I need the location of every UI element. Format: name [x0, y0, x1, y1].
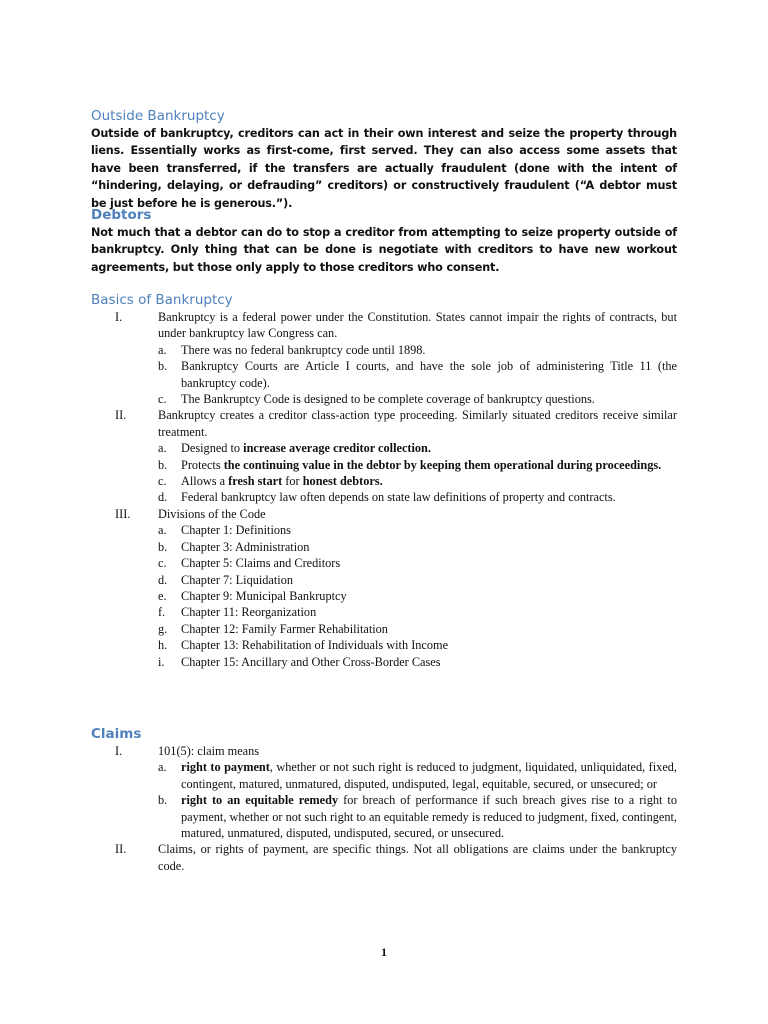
- list-item-text: Bankruptcy Courts are Article I courts, and have the sole job of administering Title 11 (the bankruptcy code).: [181, 359, 677, 390]
- chapter-list: [0, 522, 768, 670]
- list-item: [0, 654, 768, 670]
- list-item: [0, 309, 768, 342]
- list-item-text: Chapter 15: Ancillary and Other Cross-Border Cases: [181, 654, 441, 669]
- list-item: [0, 555, 768, 571]
- list-item: [0, 604, 768, 620]
- heading-basics-of-bankruptcy: Basics of Bankruptcy: [91, 292, 233, 308]
- list-letter: a.: [158, 760, 167, 775]
- list-item: [0, 342, 768, 358]
- list-letter: a.: [158, 441, 167, 456]
- claims-list: [0, 743, 768, 874]
- list-item-text: Chapter 9: Municipal Bankruptcy: [181, 588, 347, 603]
- list-item-text: right to an equitable remedy for breach of performance if such breach gives rise to a right to payment, whether or not such right to an equitable remedy is reduced to judgment, fixed, contingent, matured, unmatured, disputed, undisputed, secured, or unsecured.: [181, 793, 677, 841]
- list-item: [0, 759, 768, 792]
- paragraph-outside-bankruptcy: Outside of bankruptcy, creditors can act in their own interest and seize the property through liens. Essentially works as first-come, first served. They can also access some assets that have been transferred, if the transfers are actually fraudulent (done with the intent of “hindering, delaying, or defrauding” creditors) or constructively fraudulent (“A debtor must be just before he is generous.”).: [91, 127, 677, 210]
- list-item-text: Designed to increase average creditor collection.: [181, 441, 431, 456]
- list-item: [0, 588, 768, 604]
- list-item-text: Protects the continuing value in the debtor by keeping them operational during proceedings.: [181, 457, 662, 472]
- list-letter: b.: [158, 793, 168, 808]
- list-item-text: Chapter 5: Claims and Creditors: [181, 556, 341, 571]
- list-item-text: The Bankruptcy Code is designed to be complete coverage of bankruptcy questions.: [181, 392, 595, 407]
- list-item: [0, 407, 768, 440]
- list-item: [0, 391, 768, 407]
- list-item: [0, 621, 768, 637]
- list-letter: e.: [158, 588, 167, 603]
- list-item: [0, 440, 768, 456]
- list-item-text: right to payment, whether or not such right is reduced to judgment, liquidated, unliquidated, fixed, contingent, matured, unmatured, disputed, undisputed, legal, equitable, secured, or unsecured; or: [181, 760, 677, 791]
- list-letter: c.: [158, 474, 167, 489]
- heading-debtors: Debtors: [91, 207, 152, 223]
- list-item-text: 101(5): claim means: [158, 744, 260, 758]
- list-item: [0, 473, 768, 489]
- list-item: [0, 637, 768, 653]
- list-item-text: There was no federal bankruptcy code until 1898.: [181, 342, 426, 357]
- list-item-text: Chapter 7: Liquidation: [181, 572, 294, 587]
- list-item-text: Bankruptcy creates a creditor class-action type proceeding. Similarly situated creditors receive similar treatment.: [158, 408, 677, 439]
- list-item: [0, 572, 768, 588]
- list-item-text: Allows a fresh start for honest debtors.: [181, 474, 383, 489]
- list-letter: h.: [158, 638, 168, 653]
- list-letter: c.: [158, 556, 167, 571]
- list-item: [0, 489, 768, 505]
- list-item-text: Chapter 1: Definitions: [181, 523, 291, 538]
- list-letter: b.: [158, 359, 168, 374]
- list-letter: b.: [158, 457, 168, 472]
- list-letter: b.: [158, 539, 168, 554]
- list-item: [0, 539, 768, 555]
- list-letter: i.: [158, 654, 165, 669]
- page-number: 1: [381, 945, 387, 959]
- heading-outside-bankruptcy: Outside Bankruptcy: [91, 108, 225, 124]
- basics-list: [0, 309, 768, 670]
- list-number: II.: [115, 842, 127, 857]
- list-letter: g.: [158, 621, 168, 636]
- list-item: [0, 792, 768, 841]
- list-item: [0, 506, 768, 522]
- list-number: I.: [115, 744, 123, 758]
- list-item-text: Chapter 13: Rehabilitation of Individuals with Income: [181, 638, 449, 653]
- list-item: [0, 522, 768, 538]
- list-letter: a.: [158, 342, 167, 357]
- heading-claims: Claims: [91, 726, 142, 742]
- list-letter: a.: [158, 523, 167, 538]
- paragraph-debtors: Not much that a debtor can do to stop a creditor from attempting to seize property outside of bankruptcy. Only thing that can be done is negotiate with creditors to have new workout agreements, but those only apply to those creditors who consent.: [91, 226, 677, 274]
- list-item-text: Chapter 11: Reorganization: [181, 605, 317, 620]
- list-letter: c.: [158, 392, 167, 407]
- list-item-text: Divisions of the Code: [158, 506, 266, 521]
- list-item-text: Bankruptcy is a federal power under the Constitution. States cannot impair the rights of contracts, but under bankruptcy law Congress can.: [158, 310, 677, 341]
- list-item: [0, 457, 768, 473]
- list-item-text: Chapter 3: Administration: [181, 539, 310, 554]
- list-letter: d.: [158, 490, 168, 505]
- list-item-text: Claims, or rights of payment, are specific things. Not all obligations are claims under the bankruptcy code.: [158, 842, 677, 873]
- list-item-text: Federal bankruptcy law often depends on state law definitions of property and contracts.: [181, 490, 616, 505]
- list-item: [0, 743, 768, 759]
- list-item: [0, 841, 768, 874]
- list-item: [0, 358, 768, 391]
- list-item-text: Chapter 12: Family Farmer Rehabilitation: [181, 621, 388, 636]
- list-number: II.: [115, 408, 127, 423]
- list-letter: d.: [158, 572, 168, 587]
- list-letter: f.: [158, 605, 166, 620]
- list-number: I.: [115, 310, 123, 324]
- list-number: III.: [115, 506, 131, 521]
